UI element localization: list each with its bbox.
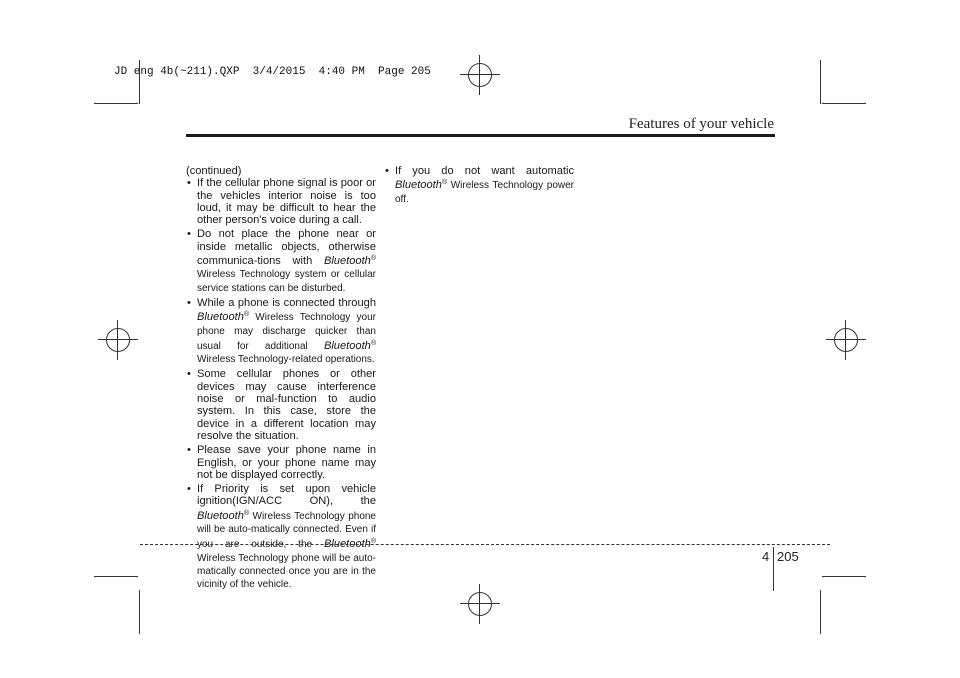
continued-label: (continued) [186,165,242,177]
crop-mark [822,103,866,104]
page-number: 205 [777,549,799,564]
list-item: • If the cellular phone signal is poor or the vehicles interior noise is too loud, it may be difficult to hear the other person's voice during a call. [187,177,376,227]
right-column [384,165,574,208]
bullet-icon: • [187,177,191,190]
bullet-icon: • [187,368,191,381]
left-column [186,165,376,594]
section-title: Features of your vehicle [628,116,774,132]
list-item: • Do not place the phone near or inside metallic objects, otherwise communica-tions with Bluetooth® Wireless Technology system or cellular service stations can be disturbed. [187,228,376,294]
list-item: • Please save your phone name in English, or your phone name may not be displayed correctly. [187,444,376,481]
registration-crosshair-icon [826,320,866,360]
page-number-divider [773,547,774,591]
chapter-number: 4 [762,549,770,564]
crop-mark [94,576,138,577]
list-item: • While a phone is connected through Bluetooth® Wireless Technology your phone may discharge quicker than usual for additional Bluetooth® Wireless Technology-related operations. [187,296,376,366]
crop-mark [820,60,821,104]
bullet-icon: • [385,165,389,177]
list-item: • Some cellular phones or other devices may cause interference noise or mal-function to audio system. In this case, store the device in a different location may resolve the situation. [187,368,376,442]
footer-rule [140,544,830,545]
crop-mark [139,590,140,634]
bullet-icon: • [187,483,191,496]
crop-mark [94,103,138,104]
bullet-icon: • [187,228,191,241]
list-item: • If you do not want automatic Bluetooth® Wireless Technology power off. [385,165,574,205]
registration-crosshair-icon [460,55,500,95]
header-rule [186,134,775,137]
list-item: • If Priority is set upon vehicle ignition(IGN/ACC ON), the Bluetooth® Wireless Technology phone will be auto-matically connected. Even if you are outside, the Bluetooth® Wireless Technology phone will be auto-matically connected once you are in the vicinity of the vehicle. [187,483,376,591]
registration-crosshair-icon [460,584,500,624]
crop-mark [822,576,866,577]
registration-crosshair-icon [98,320,138,360]
print-slug: JD eng 4b(~211).QXP 3/4/2015 4:40 PM Page 205 [114,66,431,78]
bullet-icon: • [187,444,191,457]
crop-mark [820,590,821,634]
bullet-icon: • [187,296,191,309]
